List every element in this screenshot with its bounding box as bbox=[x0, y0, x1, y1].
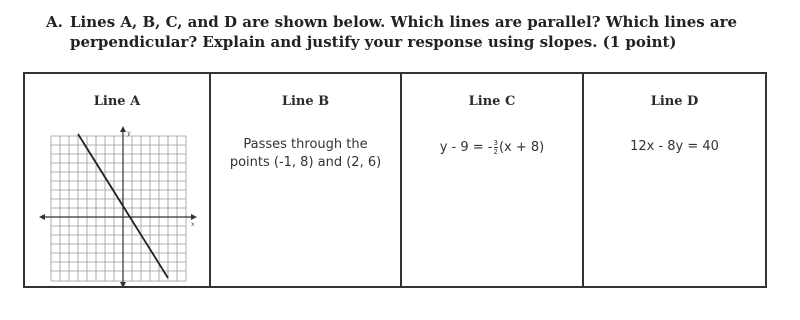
question-text bbox=[46, 12, 766, 52]
line-b-header: Line B bbox=[281, 94, 330, 109]
question-label: A. bbox=[46, 13, 63, 31]
x-axis-left-arrow bbox=[39, 214, 45, 220]
line-c-frac-numerator: 3 bbox=[493, 139, 498, 147]
line-c-fraction bbox=[494, 139, 498, 156]
line-c-eq-left: y - 9 = - bbox=[439, 140, 493, 155]
lines-table bbox=[23, 72, 767, 288]
line-b-text-line-1: Passes through the bbox=[243, 137, 368, 152]
column-line-c bbox=[402, 74, 584, 286]
line-d-header: Line D bbox=[650, 94, 699, 109]
line-b-text-line-2: points (-1, 8) and (2, 6) bbox=[229, 155, 382, 170]
x-axis-label: x bbox=[191, 221, 195, 228]
question-line-1 bbox=[46, 12, 766, 32]
line-c-frac-denominator: 2 bbox=[493, 148, 498, 156]
line-b-description bbox=[219, 136, 392, 172]
y-axis-label: y bbox=[127, 130, 131, 137]
y-axis-up-arrow bbox=[120, 126, 126, 132]
line-a-graph bbox=[39, 126, 199, 288]
graph-axes bbox=[39, 126, 197, 288]
question-line-1-text: Lines A, B, C, and D are shown below. Which lines are parallel? Which lines are bbox=[70, 13, 738, 31]
line-c-equation bbox=[402, 139, 582, 156]
column-line-d bbox=[584, 74, 765, 286]
x-axis-right-arrow bbox=[191, 214, 197, 220]
line-c-eq-right: (x + 8) bbox=[498, 140, 545, 155]
line-c-header: Line C bbox=[468, 94, 516, 109]
column-line-a bbox=[25, 74, 211, 286]
line-a-header: Line A bbox=[93, 94, 141, 109]
column-line-b bbox=[211, 74, 402, 286]
line-d-equation: 12x - 8y = 40 bbox=[630, 139, 719, 154]
graph-grid bbox=[51, 136, 186, 281]
question-line-2: perpendicular? Explain and justify your response using slopes. (1 point) bbox=[70, 33, 677, 51]
y-axis-down-arrow bbox=[120, 282, 126, 288]
